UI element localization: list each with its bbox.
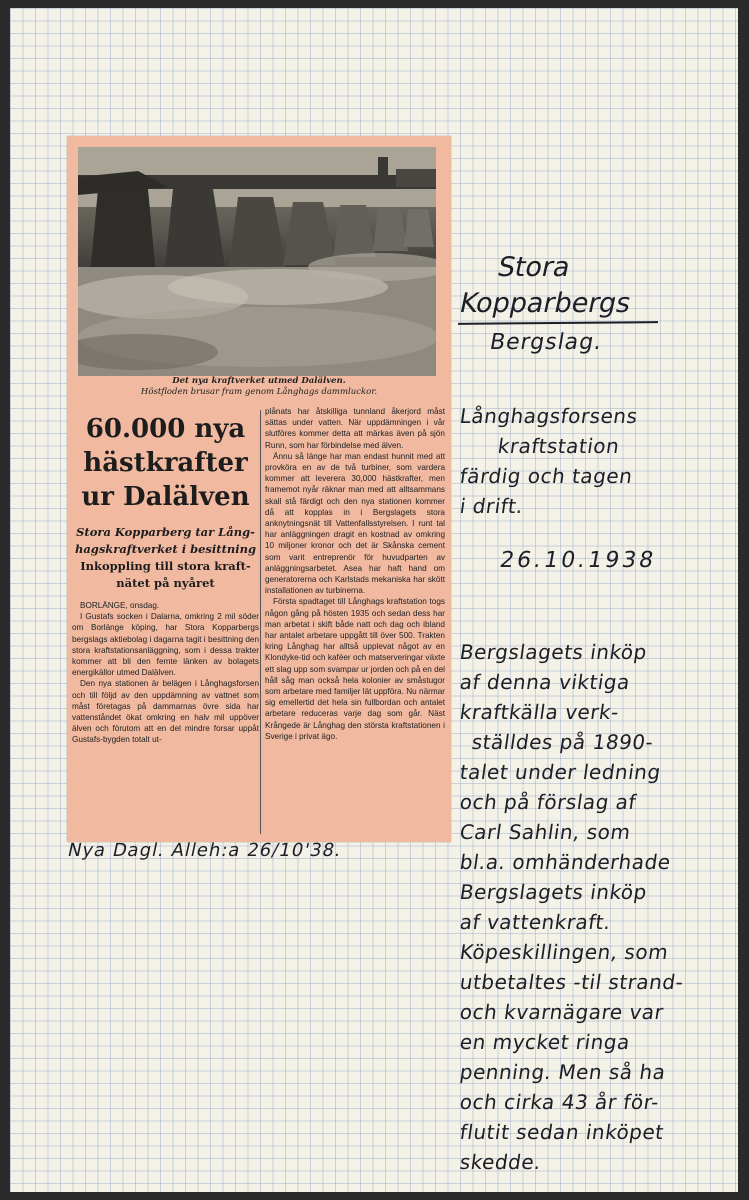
note-line: och cirka 43 år för- <box>458 1090 661 1114</box>
dateline: BORLÄNGE, onsdag. <box>80 601 160 610</box>
note-line: talet under ledning <box>458 760 663 784</box>
note-line: bl.a. omhänderhade <box>458 850 673 874</box>
note-line: och kvarnägare var <box>458 1000 666 1024</box>
subhead-line: nätet på nyåret <box>116 576 215 590</box>
article-paragraph: Första spadtaget till Långhags kraftstation togs någon gång på hösten 1935 och sedan dess har man arbetat i skift både natt och dag och ibland har antalet arbetare uppgått till över 500. Trakten kring Långhag har alltså upplevat något av en Klondyke-tid och kaféer och matserveringar växte ett slag upp som svampar ur jorden och på en del håll såg man också hela kolonier av småstugor som arbetare med familjer lät uppföra. Nu närmar sig emellertid det hela sin fullbordan och antalet arbetare reduceras varje dag som går. Näst Krångede är Långhag den största kraftstationen i Sverige i privat ägo. <box>265 597 445 741</box>
source-note: Nya Dagl. Alleh:a 26/10'38. <box>65 840 344 861</box>
note-line: kraftkälla verk- <box>458 700 621 724</box>
event-line: kraftstation <box>496 434 622 458</box>
headline <box>72 412 259 514</box>
note-line: och på förslag af <box>458 790 638 814</box>
event-line: Långhagsforsens <box>458 404 640 428</box>
headline-line: hästkrafter <box>83 448 248 478</box>
dam-photo <box>78 147 436 376</box>
event-line: färdig och tagen <box>458 464 635 488</box>
left-column <box>72 408 259 746</box>
note-line: utbetaltes -til strand- <box>458 970 686 994</box>
subheadline-plain <box>72 558 259 592</box>
note-line: flutit sedan inköpet <box>458 1120 666 1144</box>
note-line: af denna viktiga <box>458 670 632 694</box>
title-stora: Stora <box>494 252 574 283</box>
subhead-line: Stora Kopparberg tar Lång- <box>76 525 255 539</box>
article-paragraph: Ännu så länge har man endast hunnit med att provköra en av de två turbiner, som vardera kommer att leverera 30,000 hästkrafter, men framemot nyår räknar man med att alltsammans skall stå färdigt och den nya stationen kommer då att kopplas in i Bergslagets stora anknytningsnät till Vattenfallsstyrelsen. I runt tal har anläggningen dragit en kostnad av omkring 10 miljoner kronor och det är Skånska cement som varit entreprenör för huvudparten av anläggningsarbetet. Asea har haft hand om generatorerna och Karlstads mekaniska har skött installationen av turbinerna. <box>265 451 445 596</box>
photo-caption <box>67 376 451 398</box>
newspaper-clipping <box>67 136 451 842</box>
column-divider <box>260 410 261 834</box>
note-line: en mycket ringa <box>458 1030 632 1054</box>
note-line: ställdes på 1890- <box>470 730 656 754</box>
article-paragraph: Den nya stationen är belägen i Långhagsforsen och till följd av den uppdämning av vattnet som måst företagas på dammarnas övre sida har vattenståndet ökat omkring en halv mil uppöver älven och förutom att en del mindre forsar uppåt Gustafs-bygden totalt ut- <box>72 679 259 745</box>
subhead-line: hagskraftverket i besittning <box>74 542 257 556</box>
headline-line: 60.000 nya <box>85 414 246 444</box>
right-column <box>265 406 445 742</box>
note-line: Bergslagets inköp <box>458 880 649 904</box>
article-paragraph: plånats har åtskilliga tunnland åkerjord måst sättas under vatten. När uppdämningen i vår slutföres kommer detta att märkas även på sjön Runn, som har förbindelse med älven. <box>265 407 445 450</box>
caption-subtitle: Höstfloden brusar fram genom Långhags dammluckor. <box>140 387 378 397</box>
subhead-line: Inkoppling till stora kraft- <box>80 559 251 573</box>
note-line: penning. Men så ha <box>458 1060 668 1084</box>
title-kopparbergs: Kopparbergs <box>456 288 634 319</box>
note-line: skedde. <box>458 1150 543 1174</box>
article-paragraph: I Gustafs socken i Dalarna, omkring 2 mil söder om Borlänge köping, har Stora Kopparbergs bergslags aktiebolag i dagarna tagit i besittning den stora kraftstationsanläggning, som i dessa trakter kommer att bli den femte länken av bolagets energikällor utmed Dalälven. <box>72 612 259 678</box>
headline-line: ur Dalälven <box>81 482 250 512</box>
event-line: i drift. <box>458 494 525 518</box>
note-line: Carl Sahlin, som <box>458 820 633 844</box>
subheadline-italic <box>72 524 259 558</box>
title-bergslag: Bergslag. <box>487 330 605 355</box>
note-line: Bergslagets inköp <box>458 640 649 664</box>
ledger-page <box>10 8 738 1192</box>
event-date: 26.10.1938 <box>497 548 659 573</box>
caption-title: Det nya kraftverket utmed Dalälven. <box>172 376 346 386</box>
note-line: af vattenkraft. <box>458 910 613 934</box>
note-line: Köpeskillingen, som <box>458 940 670 964</box>
title-underline <box>458 321 658 325</box>
